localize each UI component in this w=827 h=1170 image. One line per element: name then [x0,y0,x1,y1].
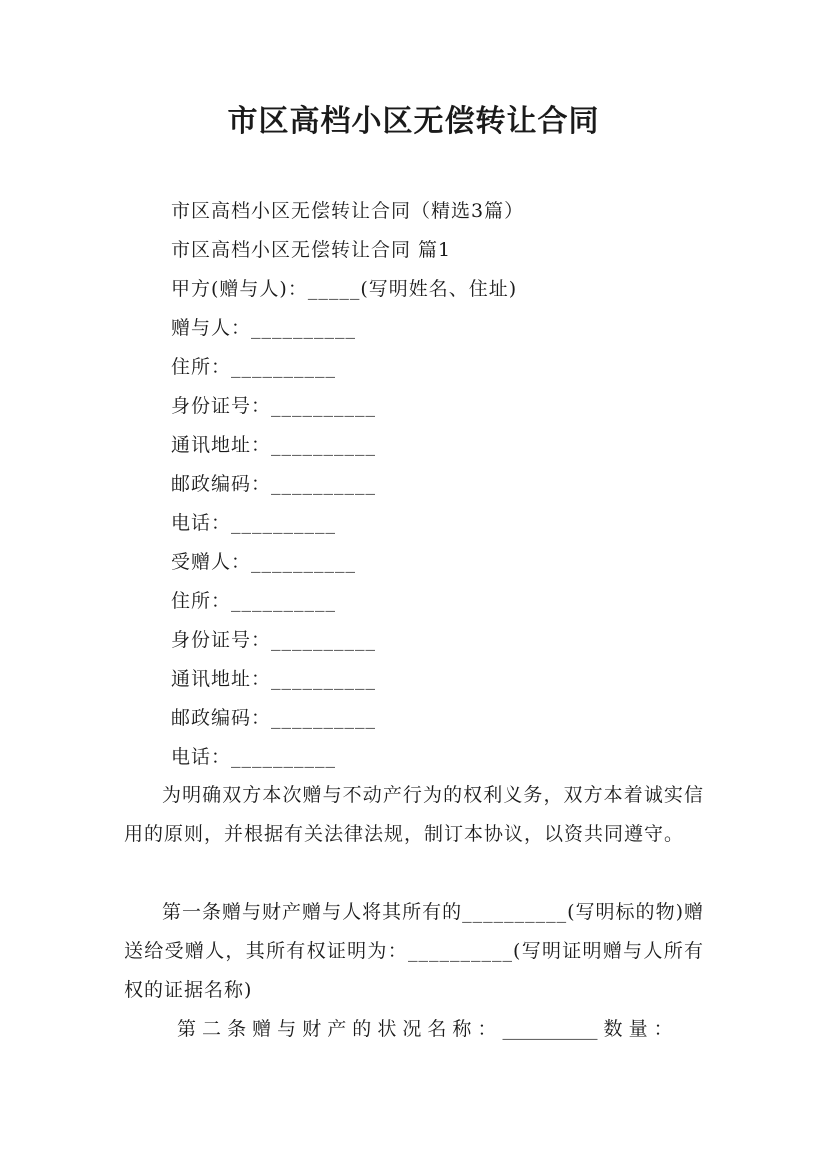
section-heading: 市区高档小区无偿转让合同 篇1 [171,239,452,261]
donor-line: 赠与人：__________ [171,317,357,339]
doc-subtitle: 市区高档小区无偿转让合同（精选3篇） [171,200,525,222]
donor-id-line: 身份证号：__________ [171,395,377,417]
donee-phone-line: 电话：__________ [171,746,337,768]
donee-postcode-line: 邮政编码：__________ [171,707,377,729]
donee-id-line: 身份证号：__________ [171,629,377,651]
donor-address-line: 住所：__________ [171,356,337,378]
document-title: 市区高档小区无偿转让合同 [227,104,600,139]
intro-paragraph: 为明确双方本次赠与不动产行为的权利义务，双方本着诚实信用的原则，并根据有关法律法规，制订本协议，以资共同遵守。 [124,784,704,845]
party-a-line: 甲方(赠与人)：_____(写明姓名、住址) [171,278,518,300]
donee-address-line: 住所：__________ [171,590,337,612]
article-2-paragraph: 第 二 条 赠 与 财 产 的 状 况 名 称 ： __________ 数 量 ： [177,1018,673,1040]
donor-postcode-line: 邮政编码：__________ [171,473,377,495]
donor-phone-line: 电话：__________ [171,512,337,534]
article-1-paragraph: 第一条赠与财产赠与人将其所有的__________(写明标的物)赠送给受赠人，其所有权证明为：__________(写明证明赠与人所有权的证据名称) [124,901,704,1001]
donee-mail-address-line: 通讯地址：__________ [171,668,377,690]
donor-mail-address-line: 通讯地址：__________ [171,434,377,456]
donee-line: 受赠人：__________ [171,551,357,573]
